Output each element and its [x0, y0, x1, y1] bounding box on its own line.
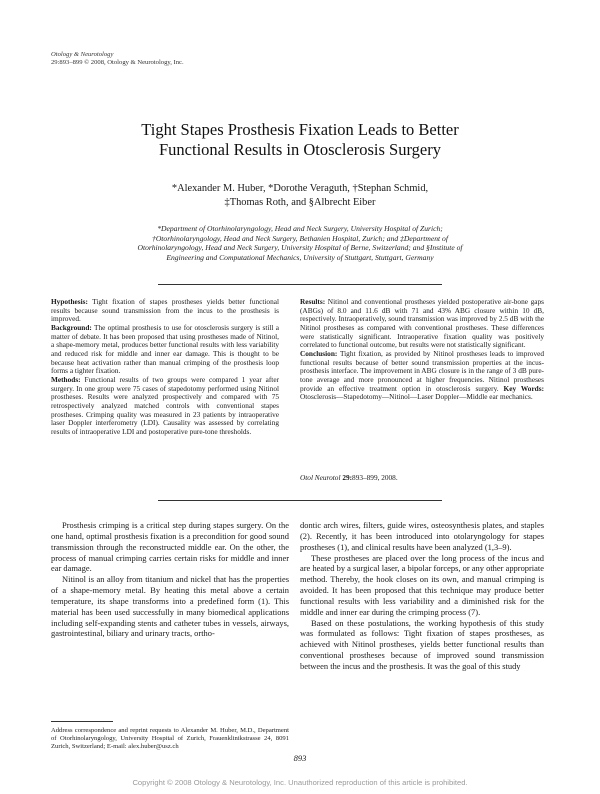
- abstract-hypothesis: [51, 298, 279, 324]
- hypothesis-text: Tight fixation of stapes prostheses yields better functional results because sound transmission from the incus to the prosthesis is improved.: [51, 297, 279, 324]
- abstract-top-rule: [158, 284, 442, 285]
- methods-label: Methods:: [51, 374, 81, 384]
- body-right-column: [300, 520, 544, 672]
- affiliation-line-4: Engineering and Computational Mechanics, University of Stuttgart, Stuttgart, Germany: [166, 252, 434, 262]
- journal-volume-line: 29:893–899 © 2008, Otology & Neurotology, Inc.: [51, 59, 184, 66]
- keywords-text: Otosclerosis—Stapedotomy—Nitinol—Laser Doppler—Middle ear mechanics.: [300, 392, 533, 402]
- abstract-right-column: [300, 298, 544, 402]
- affiliation-line-1: *Department of Otorhinolaryngology, Head and Neck Surgery, University Hospital of Zurich;: [157, 224, 443, 233]
- citation-volume: 29:: [342, 473, 353, 482]
- hypothesis-label: Hypothesis:: [51, 297, 88, 306]
- results-text: Nitinol and conventional prostheses yielded postoperative air-bone gaps (ABGs) of 8.0 and 11.6 dB with 71 and 43% ABG closure within 10 dB, respectively. Intraoperatively, sound transmission was improved by 2.5 dB with the Nitinol prostheses as compared with conventional prostheses. These differences were statistically significant. Intraoperative fixation quality was positively correlated to functional outcome, but results were not statistically significant.: [300, 297, 544, 350]
- keywords-label: Key Words:: [503, 383, 545, 393]
- journal-header: [51, 51, 184, 67]
- title-line-2: Functional Results in Otosclerosis Surgery: [158, 140, 441, 159]
- journal-name: Otology & Neurotology: [51, 51, 114, 58]
- background-text: The optimal prosthesis to use for otosclerosis surgery is still a matter of debate. It has been proposed that using prostheses made of Nitinol, a shape-memory metal, produces better functional results with less variability and reduced risk for middle and inner ear damage. This is thought to be because heat activation rather than manual crimping of the prosthesis loop forms a tighter fixation.: [51, 322, 279, 376]
- methods-text: Functional results of two groups were compared 1 year after surgery. In one group were 75 cases of stapedotomy performed using Nitinol prostheses. Results were analyzed prospectively and compared with 75 retrospectively analyzed matched controls with conventional stapes prostheses. Crimping quality was measured in 23 patients by intraoperative laser Doppler interferometry (LDI). Causality was assessed by correlating results of intraoperative LDI and postoperative pure-tone thresholds.: [51, 374, 279, 436]
- abstract-bottom-rule: [158, 500, 442, 501]
- author-list: [60, 182, 540, 209]
- affiliations: [95, 224, 505, 262]
- citation-pages: 893–899, 2008.: [352, 473, 398, 482]
- results-label: Results:: [300, 297, 326, 306]
- conclusion-label: Conclusion:: [300, 348, 338, 358]
- abstract-methods: [51, 376, 279, 437]
- body-paragraph: These prostheses are placed over the long process of the incus and are heated by a surgical laser, a bipolar forceps, or any other appropriate method. Thereby, the hook closes on its own, and manual crimping is avoided. It has been proposed that this technique may produce better functional results with less variability and a diminished risk for the middle and inner ear during the crimping process (7).: [300, 552, 544, 617]
- page-number: 893: [293, 753, 307, 763]
- background-label: Background:: [51, 322, 92, 332]
- article-title: [60, 120, 540, 160]
- body-paragraph: Nitinol is an alloy from titanium and nickel that has the properties of a shape-memory metal. By heating this metal above a certain temperature, its shape transforms into a predefined form (1). This material has been used successfully in many biomedical applications including self-expanding stents and catheter tubes in vessels, airways, gastrointestinal, biliary and urinary tracts, ortho-: [51, 574, 289, 639]
- title-line-1: Tight Stapes Prosthesis Fixation Leads to Better: [141, 120, 459, 139]
- citation-journal: Otol Neurotol: [300, 473, 341, 482]
- authors-line-1: *Alexander M. Huber, *Dorothe Veraguth, †Stephan Schmid,: [171, 183, 429, 194]
- body-paragraph: Prosthesis crimping is a critical step during stapes surgery. On the one hand, optimal prosthesis fixation is a precondition for good sound transmission through the reconstructed middle ear. On the other, the process of manual crimping carries certain risks for middle and inner ear damage.: [51, 520, 289, 574]
- abstract-results: [300, 298, 544, 350]
- affiliation-line-2: †Otorhinolaryngology, Head and Neck Surgery, Bethanien Hospital, Zurich; and ‡Department of: [152, 233, 448, 243]
- abstract-background: [51, 324, 279, 376]
- body-paragraph: Based on these postulations, the working hypothesis of this study was formulated as follows: Tight fixation of stapes prostheses, as achieved with Nitinol prostheses, yields better functional results than conventional prostheses because of improved sound transmission between the incus and the prosthesis. It was the goal of this study: [300, 617, 544, 671]
- affiliation-line-3: Otorhinolaryngology, Head and Neck Surgery, University Hospital of Berne, Switzerland; and §Institute of: [137, 243, 463, 253]
- abstract-left-column: [51, 298, 279, 437]
- footnote-rule: [51, 721, 113, 722]
- copyright-notice: Copyright © 2008 Otology & Neurotology, Inc. Unauthorized reproduction of this article is prohibited.: [132, 778, 468, 787]
- correspondence-footnote: Address correspondence and reprint requests to Alexander M. Huber, M.D., Department of Otorhinolaryngology, University Hospital of Zurich, Frauenklinikstrasse 24, 8091 Zurich, Switzerland; E-mail: alex.huber@usz.ch: [51, 727, 289, 751]
- body-left-column: [51, 520, 289, 639]
- authors-line-2: ‡Thomas Roth, and §Albrecht Eiber: [224, 196, 376, 208]
- body-paragraph: dontic arch wires, filters, guide wires, osteosynthesis plates, and staples (2). Recently, it has been introduced into otolaryngology for stapes prostheses (1), and clinical results have been analyzed (1,3–9).: [300, 520, 544, 552]
- conclusion-text: Tight fixation, as provided by Nitinol prostheses leads to improved functional results because of better sound transmission properties at the incus-prosthesis interface. The improvement in ABG closure is in the range of 3 dB pure-tone average and more pronounced at higher frequencies. Nitinol prostheses provide an effective treatment option in otosclerosis surgery.: [300, 348, 544, 393]
- citation-line: [300, 474, 544, 483]
- abstract-conclusion: [300, 350, 544, 402]
